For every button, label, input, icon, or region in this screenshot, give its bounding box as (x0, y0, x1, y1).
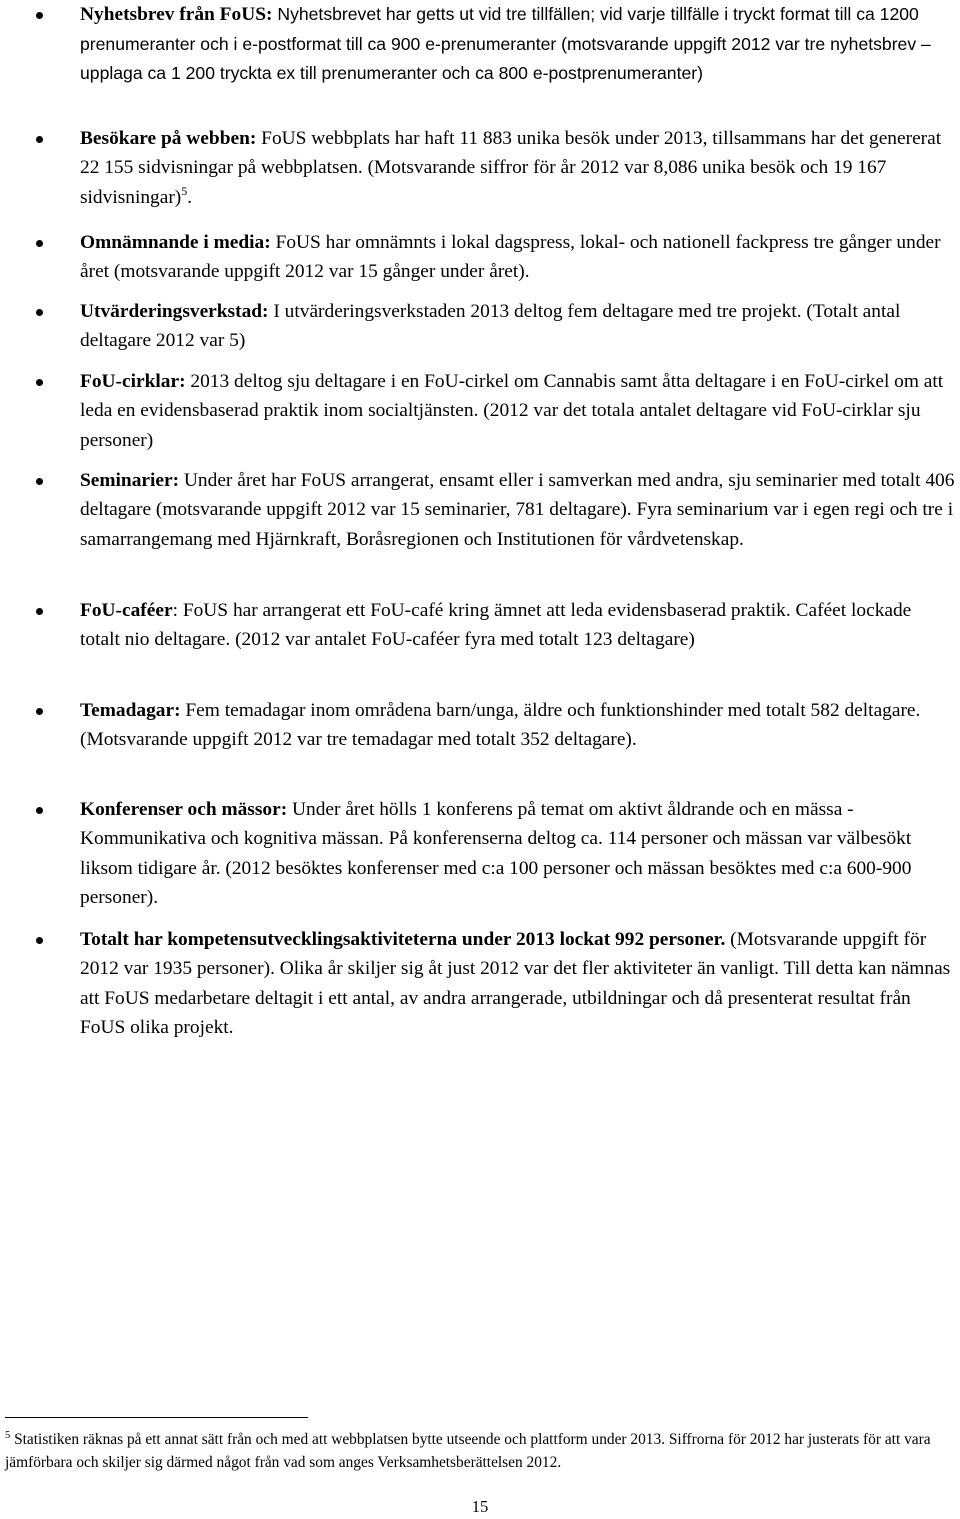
list-item-seminarier (80, 466, 955, 554)
item-text: Under året har FoUS arrangerat, ensamt eller i samverkan med andra, sju seminarier med totalt 406 deltagare (motsvarande uppgift 2012 var 15 seminarier, 781 deltagare). Fyra seminarium var i egen regi och tre i samarrangemang med Hjärnkraft, Boråsregionen och Institutionen för vårdvetenskap. (80, 470, 955, 550)
item-text: 2013 deltog sju deltagare i en FoU-cirkel om Cannabis samt åtta deltagare i en FoU-cirkel om att leda en evidensbaserad praktik inom socialtjänsten. (2012 var det totala antalet deltagare vid FoU-cirklar sju personer) (80, 371, 944, 451)
item-text: Nyhetsbrevet har getts ut vid tre tillfällen; vid varje tillfälle i tryckt format till ca 1200 prenumeranter och i e-postformat till ca 900 e-prenumeranter (motsvarande uppgift 2012 var tre nyhetsbrev – upplaga ca 1 200 tryckta ex till prenumeranter och ca 800 e-postprenumeranter) (80, 4, 931, 84)
item-text: FoUS webbplats har haft 11 883 unika besök under 2013, tillsammans har det genererat 22 155 sidvisningar på webbplatsen. (Motsvarande siffror för år 2012 var 8,086 unika besök och 19 167 sidvisningar) (80, 128, 942, 208)
item-text: FoUS har omnämnts i lokal dagspress, lokal- och nationell fackpress tre gånger under året (motsvarande uppgift 2012 var 15 gånger under året). (80, 232, 941, 283)
item-label: Besökare på webben: (80, 128, 257, 149)
list-item-fou-cafeer (80, 596, 955, 655)
list-item-fou-cirklar (80, 367, 955, 455)
item-label: FoU-cirklar: (80, 371, 186, 392)
item-label: Utvärderingsverkstad: (80, 301, 269, 322)
list-item-konferenser (80, 795, 955, 913)
list-item-besokare (80, 124, 955, 212)
footnote-text: Statistiken räknas på ett annat sätt från och med att webbplatsen bytte utseende och plattform under 2013. Siffrorna för 2012 har justerats för att vara jämförbara och skiljer sig därmed något från vad som anges Verksamhetsberättelsen 2012. (5, 1431, 931, 1471)
item-text: (Motsvarande uppgift för 2012 var 1935 personer). Olika år skiljer sig åt just 2012 var det fler aktiviteter än vanligt. Till detta kan nämnas att FoUS medarbetare deltagit i ett antal, av andra arrangerade, utbildningar och då presenterat resultat från FoUS olika projekt. (80, 929, 951, 1039)
footnote-divider (5, 1417, 308, 1418)
item-text-end: . (187, 186, 193, 208)
footnote-ref: 5 (181, 183, 188, 198)
item-label: Temadagar: (80, 700, 181, 721)
item-text: I utvärderingsverkstaden 2013 deltog fem deltagare med tre projekt. (Totalt antal deltagare 2012 var 5) (80, 301, 901, 352)
item-label: Omnämnande i media: (80, 232, 271, 253)
list-item-media (80, 228, 955, 287)
item-text: Under året hölls 1 konferens på temat om aktivt åldrande och en mässa - Kommunikativa och kognitiva mässan. På konferenserna deltog ca. 114 personer och mässan var välbesökt liksom tidigare år. (2012 besöktes konferenser med c:a 100 personer och mässan besöktes med c:a 600-900 personer). (80, 799, 912, 909)
page-number: 15 (471, 1497, 489, 1516)
list-item-temadagar (80, 696, 955, 755)
list-item-totalt (80, 925, 955, 1043)
item-label: Seminarier: (80, 470, 180, 491)
item-label: FoU-caféer (80, 600, 173, 621)
item-label: Nyhetsbrev från FoUS: (80, 4, 273, 25)
item-label: Konferenser och mässor: (80, 799, 288, 820)
footnote-number: 5 (5, 1430, 11, 1441)
footnote (5, 1428, 955, 1474)
item-label: Totalt har kompetensutvecklingsaktiviteterna under 2013 lockat 992 personer. (80, 929, 726, 950)
list-item-utvarderingsverkstad (80, 297, 955, 356)
item-text: : FoUS har arrangerat ett FoU-café kring ämnet att leda evidensbaserad praktik. Caféet lockade totalt nio deltagare. (2012 var antalet FoU-caféer fyra med totalt 123 deltagare) (80, 600, 912, 651)
item-text: Fem temadagar inom områdena barn/unga, äldre och funktionshinder med totalt 582 deltagare. (Motsvarande uppgift 2012 var tre temadagar med totalt 352 deltagare). (80, 700, 921, 751)
list-item-nyhetsbrev (80, 0, 955, 89)
